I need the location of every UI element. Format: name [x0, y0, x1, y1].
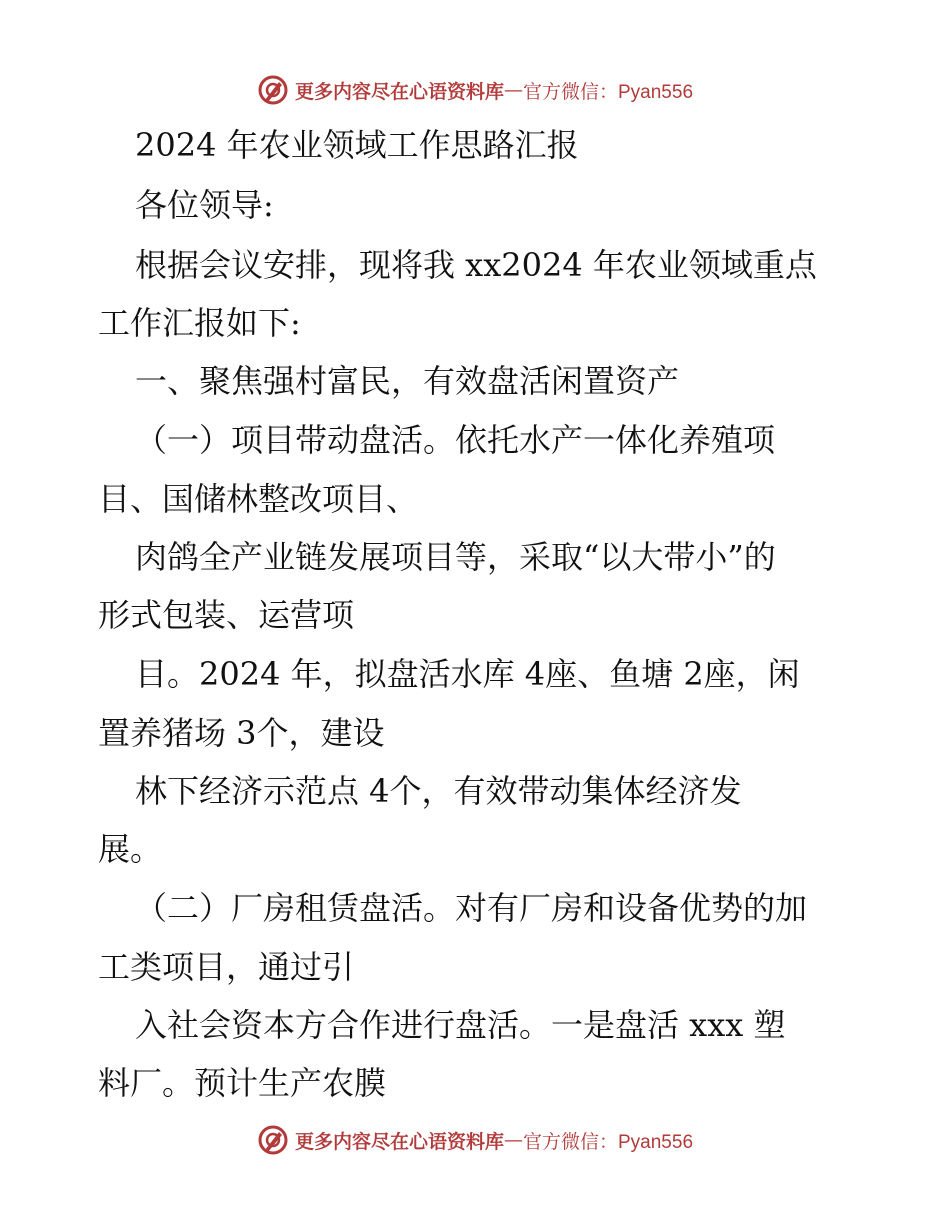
- banner-separator: —: [504, 1129, 523, 1151]
- text-line: 形式包装、运营项: [98, 596, 355, 634]
- site-name: 更多内容尽在心语资料库: [294, 80, 504, 103]
- text-line: 展。: [98, 830, 163, 868]
- text-line: 入社会资本方合作进行盘活。一是盘活 xxx 塑: [135, 1006, 786, 1044]
- banner-separator: —: [504, 79, 523, 101]
- text-line: （二）厂房租赁盘活。对有厂房和设备优势的加: [135, 889, 808, 927]
- text-line: 根据会议安排，现将我 xx2024 年农业领域重点: [135, 246, 817, 284]
- header-watermark: [0, 70, 950, 110]
- text-line: 林下经济示范点 4个，有效带动集体经济发: [135, 772, 742, 810]
- text-line: 目、国储林整改项目、: [98, 480, 419, 518]
- footer-watermark: [0, 1120, 950, 1160]
- wechat-id: 官方微信：Pyan556: [523, 1131, 694, 1153]
- text-line: 肉鸽全产业链发展项目等，采取“以大带小”的: [135, 538, 776, 576]
- text-line: 工作汇报如下:: [98, 304, 301, 342]
- text-line: 料厂。预计生产农膜: [98, 1064, 387, 1102]
- logo-icon: [257, 74, 289, 106]
- logo-icon: [257, 1124, 289, 1156]
- text-line: 各位领导:: [135, 186, 274, 224]
- wechat-id: 官方微信：Pyan556: [523, 81, 694, 103]
- text-line: 目。2024 年，拟盘活水库 4座、鱼塘 2座，闲: [135, 655, 800, 693]
- text-line: 置养猪场 3个，建设: [98, 714, 385, 752]
- document-title: 2024 年农业领域工作思路汇报: [135, 126, 579, 164]
- section-heading: 一、聚焦强村富民，有效盘活闲置资产: [135, 362, 680, 400]
- text-line: 工类项目，通过引: [98, 948, 355, 986]
- site-name: 更多内容尽在心语资料库: [294, 1130, 504, 1153]
- text-line: （一）项目带动盘活。依托水产一体化养殖项: [135, 421, 776, 459]
